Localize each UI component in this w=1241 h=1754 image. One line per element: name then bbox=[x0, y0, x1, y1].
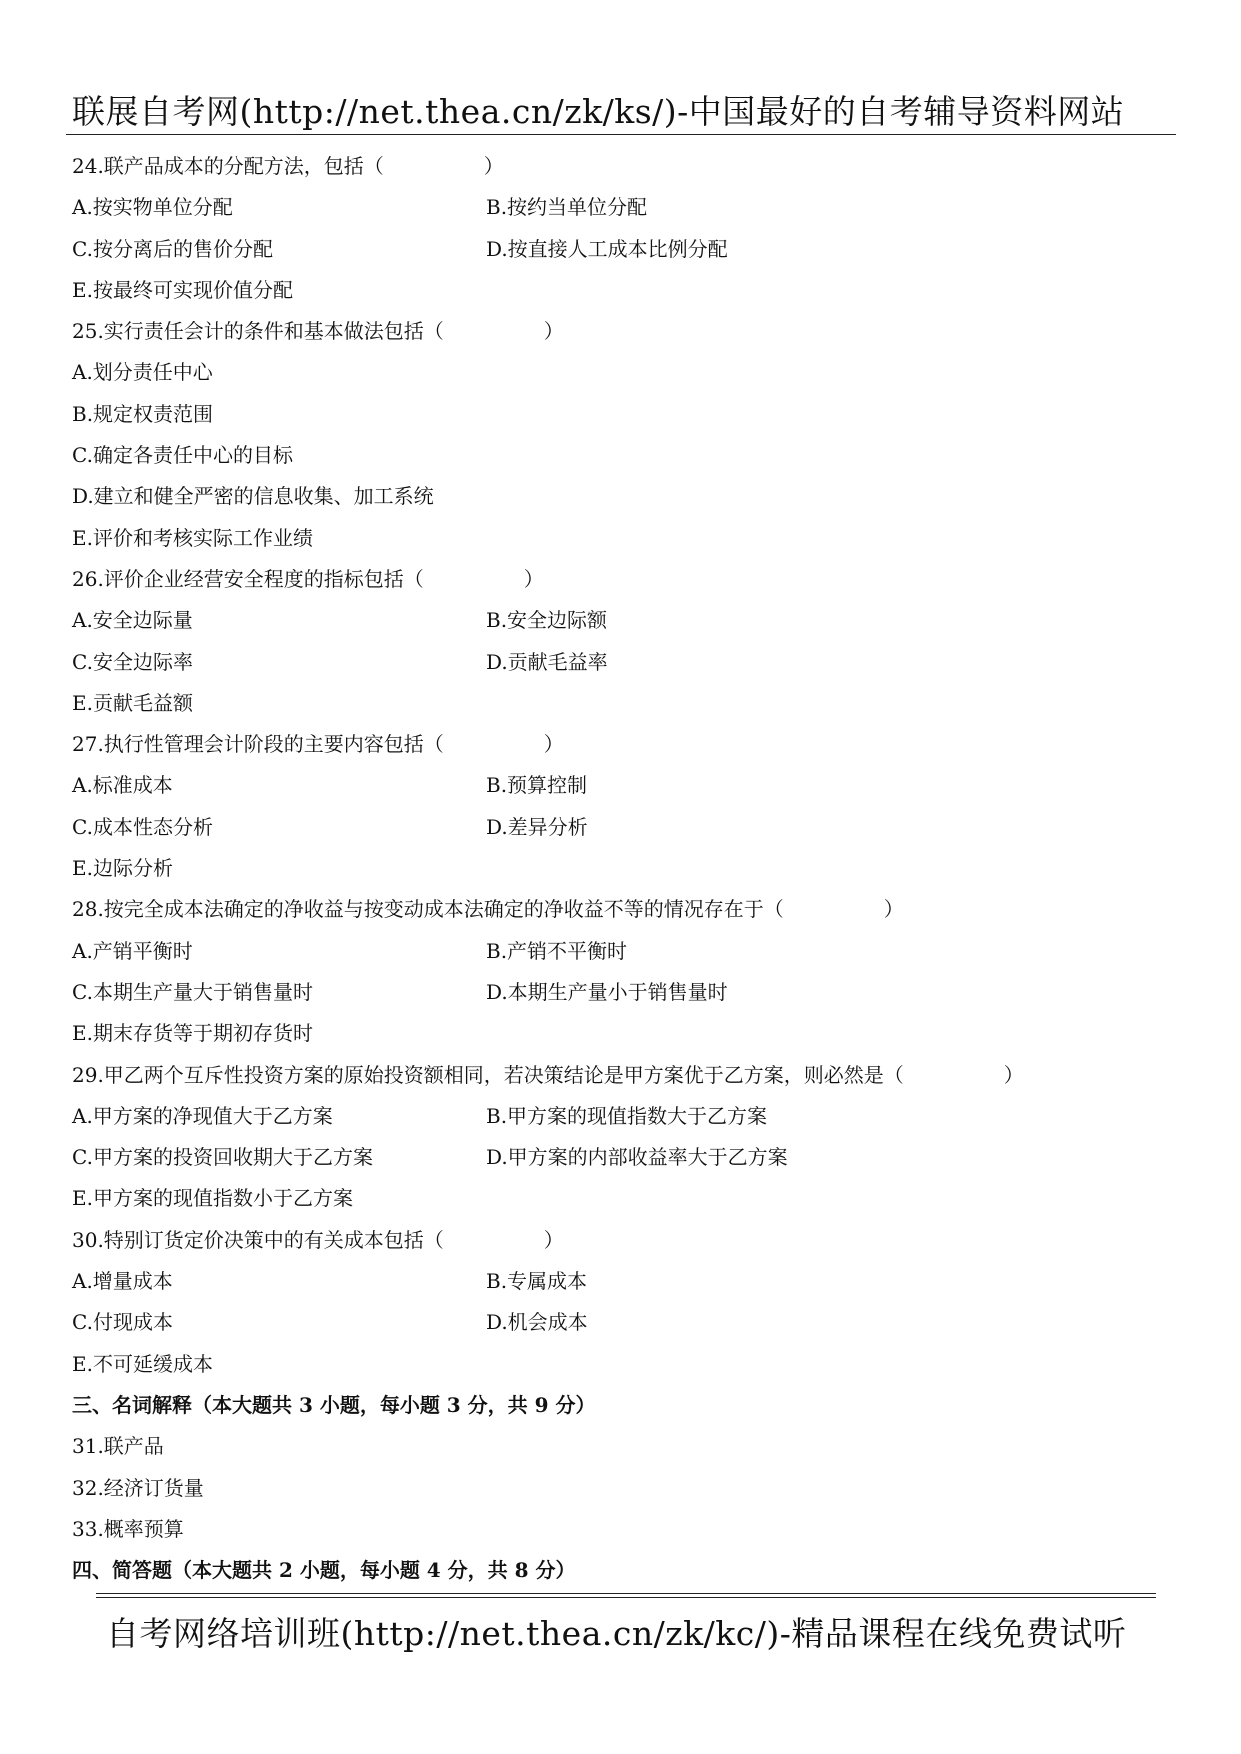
option-26-c: C.安全边际率 bbox=[72, 649, 193, 674]
question-28-row-1 bbox=[72, 931, 1172, 972]
option-30-e: E.不可延缓成本 bbox=[72, 1351, 213, 1376]
option-26-b: B.安全边际额 bbox=[486, 608, 608, 633]
option-28-c: C.本期生产量大于销售量时 bbox=[72, 979, 313, 1004]
option-29-b: B.甲方案的现值指数大于乙方案 bbox=[486, 1103, 768, 1128]
term-32: 32.经济订货量 bbox=[72, 1475, 204, 1500]
question-27-row-2 bbox=[72, 807, 1172, 848]
question-30-row-2 bbox=[72, 1302, 1172, 1343]
option-26-e: E.贡献毛益额 bbox=[72, 690, 193, 715]
option-24-c: C.按分离后的售价分配 bbox=[72, 236, 273, 261]
section-3-title: 三、名词解释（本大题共 3 小题，每小题 3 分，共 9 分） bbox=[72, 1392, 596, 1417]
option-29-d: D.甲方案的内部收益率大于乙方案 bbox=[486, 1145, 788, 1170]
option-27-a: A.标准成本 bbox=[72, 773, 173, 798]
question-27-row-1 bbox=[72, 765, 1172, 806]
question-29-row-2 bbox=[72, 1137, 1172, 1178]
option-29-c: C.甲方案的投资回收期大于乙方案 bbox=[72, 1145, 373, 1170]
option-24-d: D.按直接人工成本比例分配 bbox=[486, 236, 728, 261]
footer-divider bbox=[96, 1593, 1156, 1598]
option-25-d: D.建立和健全严密的信息收集、加工系统 bbox=[72, 484, 434, 509]
question-26-row-2 bbox=[72, 642, 1172, 683]
question-25-stem: 25.实行责任会计的条件和基本做法包括（ ） bbox=[72, 319, 564, 344]
option-30-b: B.专属成本 bbox=[486, 1269, 588, 1294]
option-28-a: A.产销平衡时 bbox=[72, 938, 193, 963]
option-27-d: D.差异分析 bbox=[486, 814, 588, 839]
option-29-e: E.甲方案的现值指数小于乙方案 bbox=[72, 1186, 353, 1211]
option-28-d: D.本期生产量小于销售量时 bbox=[486, 979, 728, 1004]
question-24-stem: 24.联产品成本的分配方法，包括（ ） bbox=[72, 154, 504, 178]
option-24-b: B.按约当单位分配 bbox=[486, 195, 648, 220]
term-31: 31.联产品 bbox=[72, 1434, 164, 1459]
option-27-b: B.预算控制 bbox=[486, 773, 588, 798]
option-25-e: E.评价和考核实际工作业绩 bbox=[72, 525, 313, 550]
option-27-e: E.边际分析 bbox=[72, 856, 173, 881]
term-33: 33.概率预算 bbox=[72, 1516, 184, 1541]
question-28-row-2 bbox=[72, 972, 1172, 1013]
question-28-stem: 28.按完全成本法确定的净收益与按变动成本法确定的净收益不等的情况存在于（ ） bbox=[72, 897, 904, 922]
option-28-e: E.期末存货等于期初存货时 bbox=[72, 1021, 313, 1046]
question-24-row-2 bbox=[72, 229, 1172, 270]
question-30-stem: 30.特别订货定价决策中的有关成本包括（ ） bbox=[72, 1227, 564, 1252]
option-25-a: A.划分责任中心 bbox=[72, 360, 213, 385]
option-27-c: C.成本性态分析 bbox=[72, 814, 213, 839]
page-footer: 自考网络培训班(http://net.thea.cn/zk/kc/)-精品课程在线免费试听 bbox=[106, 1614, 1127, 1653]
question-29-row-1 bbox=[72, 1096, 1172, 1137]
header-divider bbox=[66, 134, 1176, 135]
option-24-e: E.按最终可实现价值分配 bbox=[72, 277, 293, 302]
question-27-stem: 27.执行性管理会计阶段的主要内容包括（ ） bbox=[72, 732, 564, 757]
option-30-a: A.增量成本 bbox=[72, 1269, 173, 1294]
option-24-a: A.按实物单位分配 bbox=[72, 195, 233, 220]
section-4-title: 四、简答题（本大题共 2 小题，每小题 4 分，共 8 分） bbox=[72, 1558, 576, 1583]
option-25-b: B.规定权责范围 bbox=[72, 401, 214, 426]
option-26-a: A.安全边际量 bbox=[72, 608, 193, 633]
question-29-stem: 29.甲乙两个互斥性投资方案的原始投资额相同，若决策结论是甲方案优于乙方案，则必然是（ ） bbox=[72, 1062, 1024, 1087]
page-header: 联展自考网(http://net.thea.cn/zk/ks/)-中国最好的自考辅导资料网站 bbox=[72, 92, 1125, 131]
option-29-a: A.甲方案的净现值大于乙方案 bbox=[72, 1103, 333, 1128]
question-30-row-1 bbox=[72, 1261, 1172, 1302]
option-30-c: C.付现成本 bbox=[72, 1310, 173, 1335]
option-25-c: C.确定各责任中心的目标 bbox=[72, 443, 293, 468]
question-content bbox=[72, 146, 1172, 1591]
option-26-d: D.贡献毛益率 bbox=[486, 649, 608, 674]
question-24-row-1 bbox=[72, 187, 1172, 228]
option-30-d: D.机会成本 bbox=[486, 1310, 588, 1335]
question-26-stem: 26.评价企业经营安全程度的指标包括（ ） bbox=[72, 566, 544, 591]
option-28-b: B.产销不平衡时 bbox=[486, 938, 628, 963]
question-26-row-1 bbox=[72, 600, 1172, 641]
